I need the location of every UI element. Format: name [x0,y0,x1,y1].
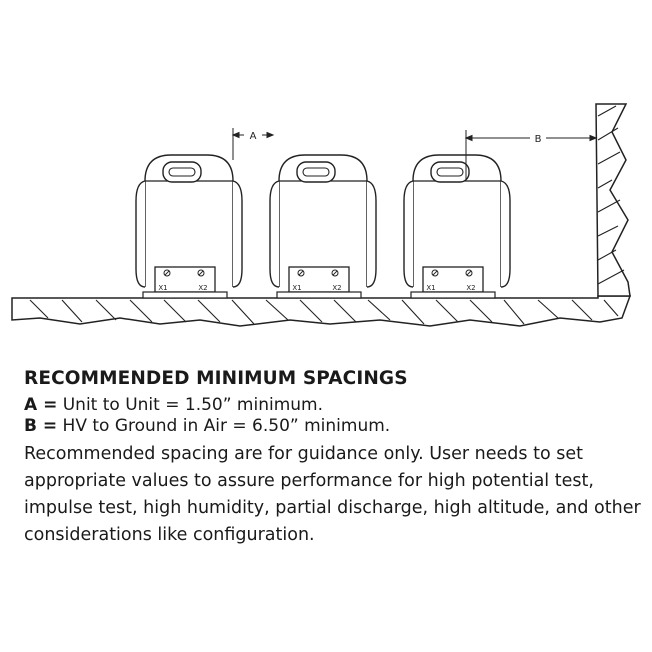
transformer-unit-1 [136,155,242,298]
transformer-unit-3 [404,155,510,298]
terminal-label-x1: X1 [426,284,436,292]
transformer-unit-2 [270,155,376,298]
guidance-note: Recommended spacing are for guidance only. User needs to set appropriate values to assure performance for high potential test, impulse test, high humidity, partial discharge, high altitude, and other considerations like configuration. [24,444,641,545]
terminal-label-x1: X1 [292,284,302,292]
spacing-notes [24,368,644,549]
spec-b-key: B = [24,416,58,436]
spec-a-value: Unit to Unit = 1.50” minimum. [62,395,324,415]
dimension-b-label: B [534,134,542,145]
terminal-label-x2: X2 [198,284,208,292]
spec-a-key: A = [24,395,58,415]
spec-b [24,416,644,437]
floor [12,296,630,326]
ground-wall [596,104,630,296]
terminal-label-x1: X1 [158,284,168,292]
terminal-label-x2: X2 [466,284,476,292]
spec-b-value: HV to Ground in Air = 6.50” minimum. [62,416,391,436]
spec-a [24,395,644,416]
dimension-a-label: A [249,131,257,142]
terminal-label-x2: X2 [332,284,342,292]
section-title: RECOMMENDED MINIMUM SPACINGS [24,368,408,389]
